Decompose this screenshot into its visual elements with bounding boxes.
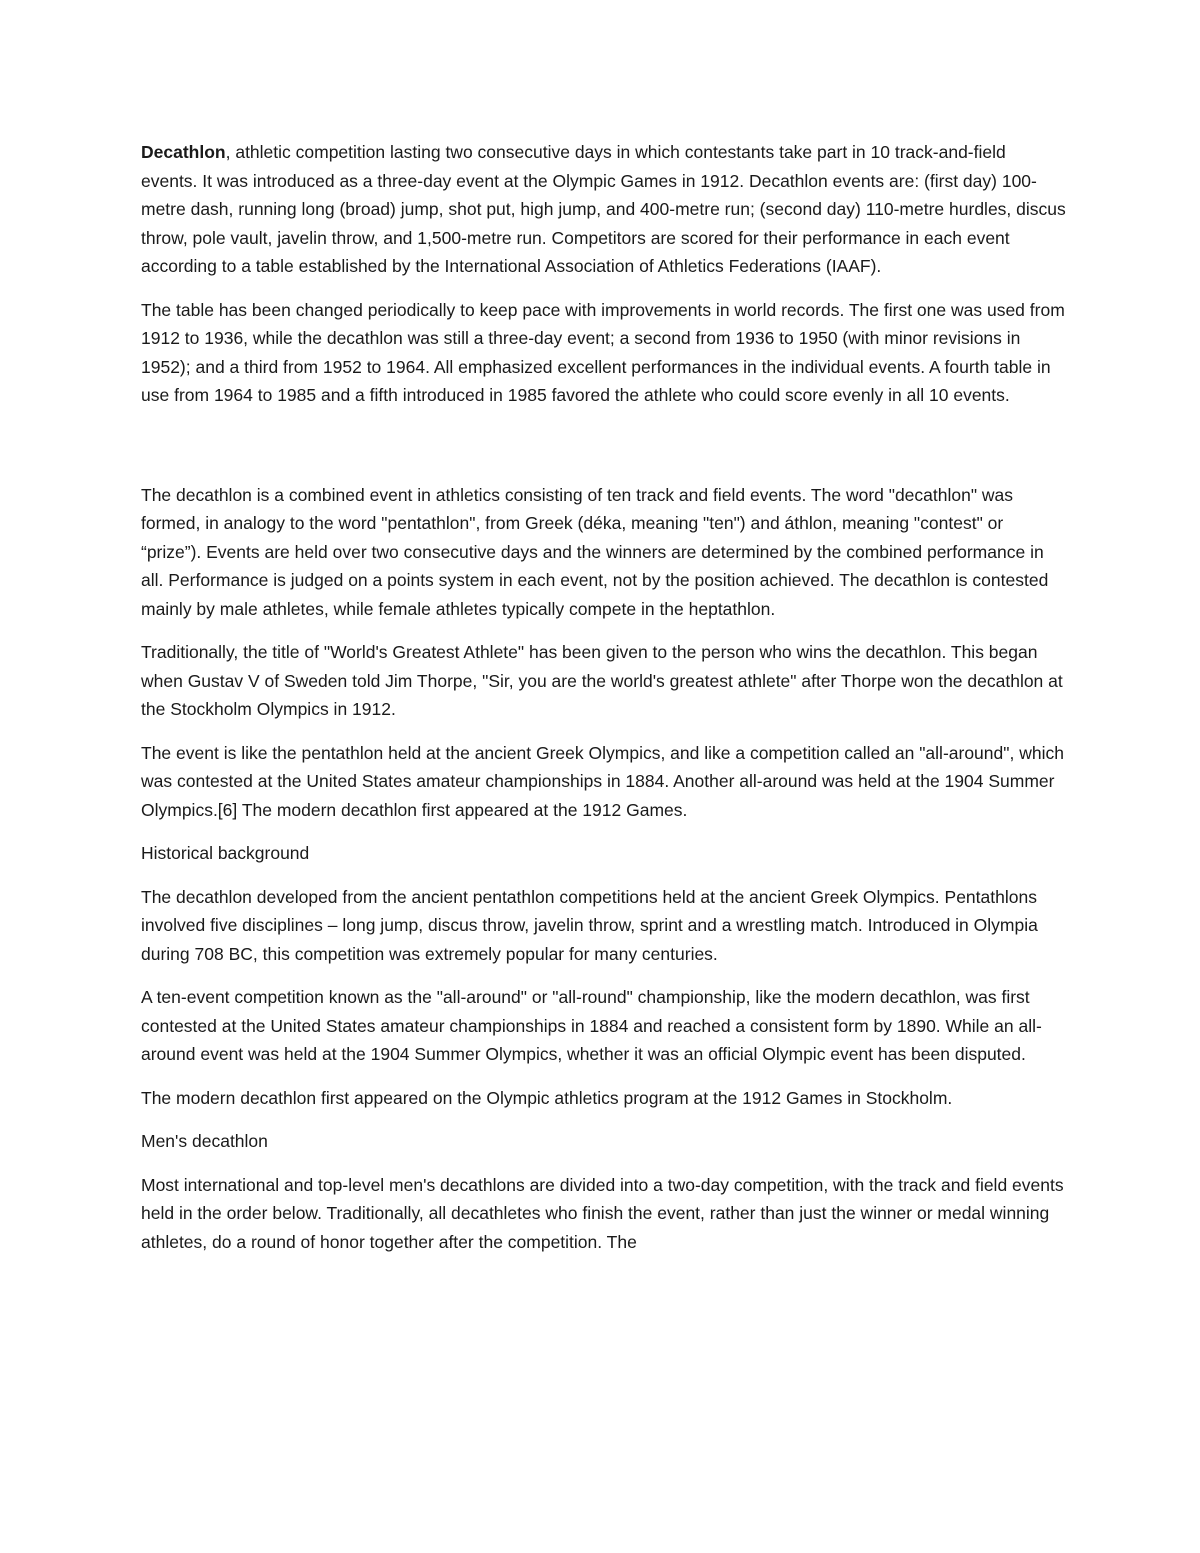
heading-historical-background: Historical background (141, 843, 310, 863)
paragraph-definition: The decathlon is a combined event in athletics consisting of ten track and field events. The word "decathlon" was formed, in analogy to the word "pentathlon", from Greek (déka, meaning "ten") and áthlon, meaning "contest" or “prize”). Events are held over two consecutive days and the winners are determined by the combined performance in all. Performance is judged on a points system in each event, not by the position achieved. The decathlon is contested mainly by male athletes, while female athletes typically compete in the heptathlon. (141, 484, 1049, 619)
blank-gap (141, 425, 1066, 481)
paragraph-pentathlon-origin: The event is like the pentathlon held at the ancient Greek Olympics, and like a competition called an "all-around", which was contested at the United States amateur championships in 1884. Another all-around was held at the 1904 Summer Olympics.[6] The modern decathlon first appeared at the 1912 Games. (141, 742, 1064, 820)
paragraph-intro (141, 138, 1066, 281)
term-decathlon: Decathlon (141, 142, 226, 162)
paragraph-mens-format: Most international and top-level men's decathlons are divided into a two-day competition, with the track and field events held in the order below. Traditionally, all decathletes who finish the event, rather than just the winner or medal winning athletes, do a round of honor together after the competition. The (141, 1174, 1064, 1252)
paragraph-intro-text: , athletic competition lasting two consecutive days in which contestants take part in 10 track-and-field events. It was introduced as a three-day event at the Olympic Games in 1912. Decathlon events are: (first day) 100-metre dash, running long (broad) jump, shot put, high jump, and 400-metre run; (second day) 110-metre hurdles, discus throw, pole vault, javelin throw, and 1,500-metre run. Competitors are scored for their performance in each event according to a table established by the International Association of Athletics Federations (IAAF). (141, 142, 1066, 276)
paragraph-ancient-pentathlon: The decathlon developed from the ancient pentathlon competitions held at the ancient Greek Olympics. Pentathlons involved five disciplines – long jump, discus throw, javelin throw, sprint and a wrestling match. Introduced in Olympia during 708 BC, this competition was extremely popular for many centuries. (141, 886, 1038, 964)
paragraph-all-around: A ten-event competition known as the "all-around" or "all-round" championship, like the modern decathlon, was first contested at the United States amateur championships in 1884 and reached a consistent form by 1890. While an all-around event was held at the 1904 Summer Olympics, whether it was an official Olympic event has been disputed. (141, 987, 1042, 1064)
paragraph-scoring-tables: The table has been changed periodically to keep pace with improvements in world records. The first one was used from 1912 to 1936, while the decathlon was still a three-day event; a second from 1936 to 1950 (with minor revisions in 1952); and a third from 1952 to 1964. All emphasized excellent performances in the individual events. A fourth table in use from 1964 to 1985 and a fifth introduced in 1985 favored the athlete who could score evenly in all 10 events. (141, 299, 1065, 405)
paragraph-worlds-greatest-athlete: Traditionally, the title of "World's Greatest Athlete" has been given to the person who wins the decathlon. This began when Gustav V of Sweden told Jim Thorpe, "Sir, you are the world's greatest athlete" after Thorpe won the decathlon at the Stockholm Olympics in 1912. (141, 642, 1063, 719)
heading-mens-decathlon: Men's decathlon (141, 1131, 268, 1151)
paragraph-modern-decathlon: The modern decathlon first appeared on the Olympic athletics program at the 1912 Games in Stockholm. (141, 1087, 953, 1108)
document-body (141, 138, 1066, 1271)
